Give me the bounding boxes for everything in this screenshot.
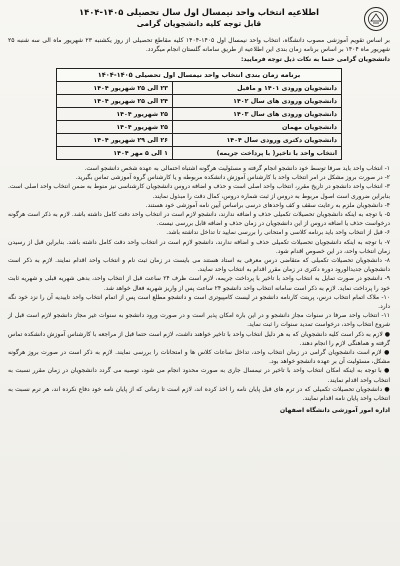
schedule-group: دانشجویان ورودی های سال ۱۴۰۳ <box>173 108 342 121</box>
rule-item: ۱- انتخاب واحد باید صرفا توسط خود دانشجو انجام گرفته و مسئولیت هرگونه اشتباه احتمالی به عهده شخص دانشجو است. <box>84 165 390 172</box>
rule-item: ۷- با توجه به اینکه دانشجویان تحصیلات تکمیلی حذف و اضافه ندارند، دانشجو لازم است در انتخاب واحد دقت کامل داشته باشد. بنابراین قبل از رسیدن زمان انتخاب واحد، در این خصوص اقدام شود. <box>8 238 390 255</box>
rule-item: ۲- در صورت بروز مشکل در امر انتخاب واحد با کارشناس آموزش دانشکده مربوطه و یا کارشناس گروه آموزشی تماس بگیرید. <box>75 174 390 182</box>
footer-signature: اداره امور آموزشی دانشگاه اصفهان <box>279 407 390 415</box>
rule-item: ۱۰- ملاک اتمام انتخاب درس، پرینت کارنامه دانشجو در لیست کامپیوتری است و دانشجو مطلع است پس از اتمام انتخاب واحد تاییدیه آن را نزد خود نگه دارد. <box>8 293 390 311</box>
rule-item: ۸- دانشجویان تحصیلات تکمیلی که متقاضی درس معرفی به استاد هستند می بایست در زمان ثبت نام و انتخاب واحد اقدام نمایند. لازم به ذکر است دانشجویان جدیدالورود دوره دکتری در زمان مقرر اقدام به انتخاب واحد نمایند. <box>8 257 390 274</box>
schedule-title: برنامه زمان بندی انتخاب واحد نیمسال اول تحصیلی ۱۴۰۵-۱۴۰۴ <box>57 69 342 82</box>
schedule-group: دانشجویان دکتری ورودی سال ۱۴۰۴ <box>173 134 342 147</box>
table-row <box>57 121 342 134</box>
bullet-item: ● با توجه به اینکه امکان انتخاب واحد با تاخیر در نیمسال جاری به صورت محدود انجام می شود، توصیه می گردد دانشجویان در زمان مقرر نسبت به انتخاب واحد اقدام نمایند. <box>8 367 390 384</box>
table-row <box>57 108 342 121</box>
table-row <box>57 82 342 95</box>
table-row <box>57 134 342 147</box>
rule-item: ۳- انتخاب واحد دانشجو در تاریخ مقرر، انتخاب واحد اصلی است و حذف و اضافه دروس دانشجویان کارشناسی نیز منوط به ضمن انتخاب واحد اصلی است. بنابراین ضروری است اصول مربوط به دروس از ثبت شماره دروس، کمال دقت را مبذول نمایند. <box>8 183 390 200</box>
intro-paragraph: بر اساس تقویم آموزشی مصوب دانشگاه، انتخاب واحد نیمسال اول ۱۴۰۵-۱۴۰۴ کلیه مقاطع تحصیلی از روز یکشنبه ۲۳ شهریور ماه الی سه شنبه ۲۵ شهریور ماه ۱۴۰۴ بر اساس برنامه زمان بندی این اطلاعیه از طریق سامانه گلستان انجام میگردد. <box>8 37 390 53</box>
schedule-group: دانشجویان ورودی ۱۴۰۱ و ماقبل <box>173 82 342 95</box>
lead-text: دانشجویان گرامی حتما به نکات ذیل توجه فرمایید: <box>240 56 390 63</box>
bullet-item: ● دانشجویان تحصیلات تکمیلی که در ترم های قبل پایان نامه را اخذ کرده اند، لازم است تا زمانی که از پایان نامه خود دفاع نکرده اند، هر ترم نسبت به انتخاب واحد پایان نامه اقدام نمایند. <box>8 385 390 403</box>
schedule-group: دانشجویان مهمان <box>173 121 342 134</box>
schedule-date: ۲۵ شهریور ۱۴۰۴ <box>57 121 173 134</box>
rule-item: ۵- با توجه به اینکه دانشجویان تحصیلات تکمیلی حذف و اضافه ندارند، دانشجو لازم است در انتخاب واحد دقت کامل داشته باشد. لازم به ذکر است هرگونه درخواست حذف یا اضافه دروس از این دانشجویان در زمان حذف و اضافه قابل بررسی نیست. <box>8 211 390 228</box>
bullet-text: دانشجویان تحصیلات تکمیلی که در ترم های قبل پایان نامه را اخذ کرده اند، لازم است تا زمانی که از پایان نامه خود دفاع نکرده اند، هر ترم نسبت به انتخاب واحد پایان نامه اقدام نمایند. <box>8 385 390 403</box>
schedule-date: ۲۵ شهریور ۱۴۰۴ <box>57 108 173 121</box>
table-row <box>57 147 342 160</box>
header <box>8 6 390 32</box>
schedule-date: ۲۴ الی ۲۵ شهریور ۱۴۰۴ <box>57 95 173 108</box>
table-row <box>57 95 342 108</box>
schedule-group: انتخاب واحد با تاخیر( با پرداخت جریمه) <box>173 147 342 160</box>
schedule-date: ۱ الی ۵ مهر ۱۴۰۴ <box>57 147 173 160</box>
rule-item: ۴- دانشجویان ملزم به رعایت سقف و کف واحدهای درسی براساس آیین نامه آموزشی خود هستند. <box>145 201 390 209</box>
schedule-table <box>56 68 342 160</box>
schedule-date: ۲۶ الی ۲۹ شهریور ۱۴۰۴ <box>57 134 173 147</box>
page-subtitle: قابل توجه کلیه دانشجویان گرامی <box>136 19 262 28</box>
bullet-item: ● لازم است دانشجویان گرامی در زمان انتخاب واحد، تداخل ساعات کلاس ها و امتحانات را بررسی نمایند. لازم به ذکر است در صورت بروز هرگونه مشکل، مسئولیت آن بر عهده دانشجو خواهد بود. <box>8 349 390 366</box>
bullet-text: لازم است دانشجویان گرامی در زمان انتخاب واحد، تداخل ساعات کلاس ها و امتحانات را بررسی نمایند. لازم به ذکر است در صورت بروز هرگونه مشکل، مسئولیت آن بر عهده دانشجو خواهد بود. <box>8 349 390 366</box>
rules-list <box>8 164 390 330</box>
rule-item: ۹- دانشجو در صورت تمایل به انتخاب واحد با تاخیر با پرداخت جریمه، لازم است ظرف ۲۴ ساعت قبل از انتخاب واحد، بدهی شهریه قبلی و شهریه ثابت خود را پرداخت نماید. لازم به ذکر است سامانه انتخاب واحد دانشجو ۲۴ ساعت پس از واریز شهریه فعال خواهد شد. <box>8 275 390 292</box>
bullet-text: با توجه به اینکه امکان انتخاب واحد با تاخیر در نیمسال جاری به صورت محدود انجام می شود، توصیه می گردد دانشجویان در زمان مقرر نسبت به انتخاب واحد اقدام نمایند. <box>8 367 390 384</box>
bullet-text: لازم به ذکر است کلیه دانشجویان که به هر دلیل انتخاب واحد با تاخیر خواهند داشت، لازم است حتما قبل از مراجعه با کارشناس آموزش دانشکده تماس گرفته و هماهنگی لازم را انجام دهند. <box>8 330 390 347</box>
rule-item: ۱۱- انتخاب واحد صرفا در سنوات مجاز دانشجو و در این باره امکان پذیر است و در صورت ورود دانشجو به سنوات غیر مجاز دانشجو لازم است قبل از شروع انتخاب واحد، درخواست تمدید سنوات را ثبت نماید. <box>8 312 390 329</box>
schedule-date: ۲۳ الی ۲۵ شهریور ۱۴۰۴ <box>57 82 173 95</box>
schedule-group: دانشجویان ورودی های سال ۱۴۰۲ <box>173 95 342 108</box>
rule-item: ۶- قبل از انتخاب واحد باید برنامه کلاسی و امتحانی را بررسی نمایید تا تداخل نداشته باشد. <box>166 229 390 237</box>
bullet-item: ● لازم به ذکر است کلیه دانشجویان که به هر دلیل انتخاب واحد با تاخیر خواهند داشت، لازم است حتما قبل از مراجعه با کارشناس آموزش دانشکده تماس گرفته و هماهنگی لازم را انجام دهند. <box>8 330 390 347</box>
page-title: اطلاعیه انتخاب واحد نیمسال اول سال تحصیلی ۱۴۰۵-۱۴۰۴ <box>79 7 319 17</box>
university-logo-icon <box>364 7 388 31</box>
